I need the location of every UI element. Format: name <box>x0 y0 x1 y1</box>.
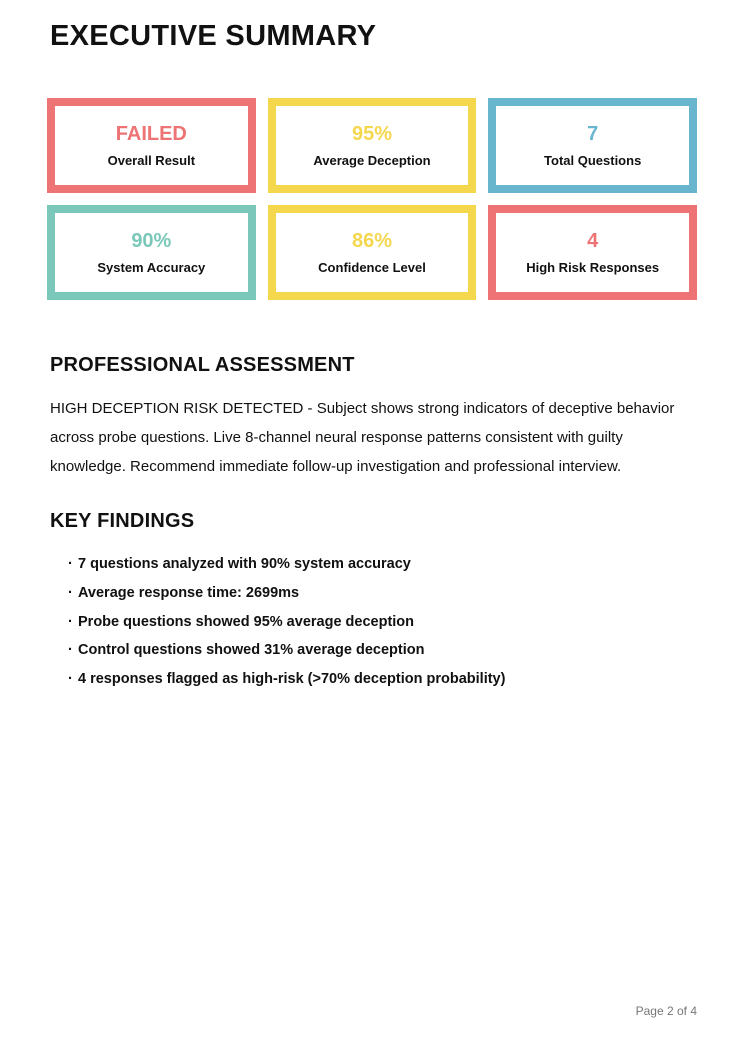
stat-card-high-risk-responses <box>488 205 697 300</box>
assessment-paragraph: HIGH DECEPTION RISK DETECTED - Subject shows strong indicators of deceptive behavior across probe questions. Live 8-channel neural response patterns consistent with guilty knowledge. Recommend immediate follow-up investigation and professional interview. <box>50 400 675 475</box>
section-heading-professional-assessment: PROFESSIONAL ASSESSMENT <box>50 354 355 376</box>
stat-card-system-accuracy <box>47 205 256 300</box>
stat-value: 7 <box>587 123 599 145</box>
stat-label: Overall Result <box>107 153 196 168</box>
stat-value: 95% <box>351 123 392 145</box>
stat-value: FAILED <box>115 123 187 145</box>
finding-item: · 4 responses flagged as high-risk (>70% deception probability) <box>68 665 697 694</box>
stat-label: High Risk Responses <box>526 260 660 275</box>
stat-card-confidence-level <box>268 205 477 300</box>
finding-item: · 7 questions analyzed with 90% system accuracy <box>68 550 697 579</box>
stats-grid <box>47 98 697 300</box>
stat-label: Average Deception <box>313 153 431 168</box>
stat-label: Total Questions <box>544 153 642 168</box>
stat-label: Confidence Level <box>318 260 426 275</box>
finding-item: · Average response time: 2699ms <box>68 579 697 608</box>
stat-card-total-questions <box>488 98 697 193</box>
finding-item: · Control questions showed 31% average deception <box>68 636 697 665</box>
page-number: Page 2 of 4 <box>635 1004 697 1018</box>
key-findings-list <box>47 550 697 694</box>
stat-card-average-deception <box>268 98 477 193</box>
stat-value: 86% <box>351 230 392 252</box>
stat-value: 90% <box>131 230 172 252</box>
stat-value: 4 <box>587 230 599 252</box>
finding-item: · Probe questions showed 95% average deception <box>68 608 697 637</box>
stat-label: System Accuracy <box>97 260 206 275</box>
stat-card-overall-result <box>47 98 256 193</box>
section-heading-key-findings: KEY FINDINGS <box>50 510 195 532</box>
page-title: EXECUTIVE SUMMARY <box>50 20 377 52</box>
